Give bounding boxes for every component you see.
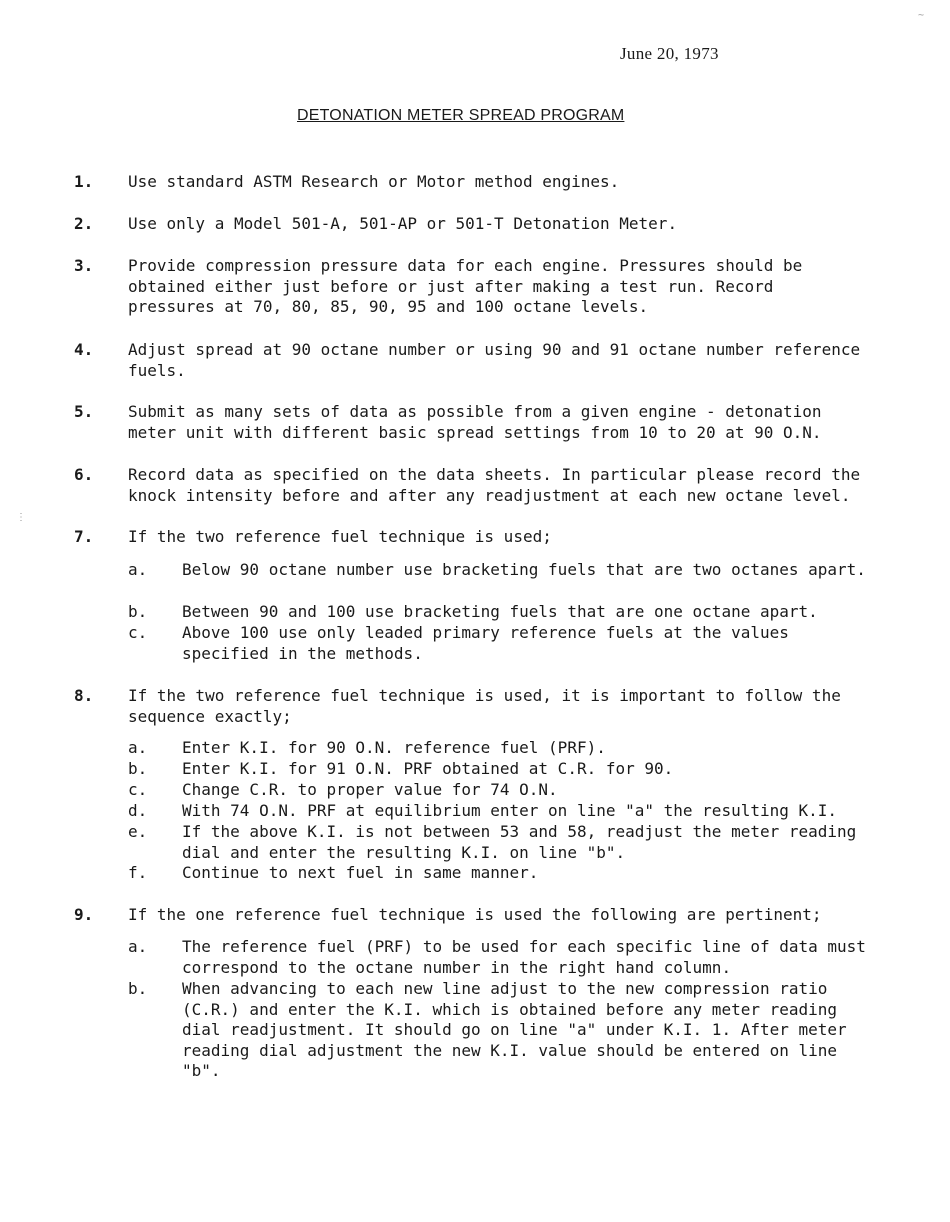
sub-item [128, 602, 868, 623]
list-item [74, 402, 864, 443]
sub-item [128, 979, 868, 1082]
sub-item-text: Above 100 use only leaded primary reference fuels at the values specified in the methods. [182, 623, 789, 663]
sub-item [128, 937, 868, 978]
list-item [74, 214, 864, 235]
sub-item [128, 801, 868, 822]
sub-item [128, 759, 868, 780]
list-item [74, 686, 864, 727]
sub-item-text: Continue to next fuel in same manner. [182, 863, 539, 882]
list-item [74, 905, 864, 926]
list-item [74, 256, 864, 318]
item-number: 2. [74, 214, 94, 233]
sub-item-letter: c. [128, 623, 148, 642]
item-number: 9. [74, 905, 94, 924]
item-text: If the two reference fuel technique is used; [128, 527, 552, 546]
sub-item-text: When advancing to each new line adjust to the new compression ratio (C.R.) and enter the K.I. which is obtained before any meter reading dial readjustment. It should go on line "a" under K.I. 1. After meter reading dial adjustment the new K.I. value should be entered on line "b". [182, 979, 847, 1080]
sub-item-text: Enter K.I. for 91 O.N. PRF obtained at C.R. for 90. [182, 759, 674, 778]
sub-item-text: The reference fuel (PRF) to be used for each specific line of data must correspond to the octane number in the right hand column. [182, 937, 866, 977]
sub-item-text: If the above K.I. is not between 53 and 58, readjust the meter reading dial and enter the resulting K.I. on line "b". [182, 822, 857, 862]
list-item [74, 527, 864, 548]
document-title: DETONATION METER SPREAD PROGRAM [297, 107, 625, 124]
sub-item-letter: c. [128, 780, 148, 799]
sub-item [128, 560, 868, 581]
sub-item [128, 738, 868, 759]
list-item [74, 465, 864, 506]
sub-item-text: Enter K.I. for 90 O.N. reference fuel (PRF). [182, 738, 606, 757]
sub-item [128, 623, 868, 664]
item-text: Use only a Model 501-A, 501-AP or 501-T Detonation Meter. [128, 214, 678, 233]
item-text: Adjust spread at 90 octane number or using 90 and 91 octane number reference fuels. [128, 340, 861, 380]
sub-item [128, 780, 868, 801]
sub-item-text: Below 90 octane number use bracketing fuels that are two octanes apart. [182, 560, 866, 579]
sub-item-letter: f. [128, 863, 148, 882]
sub-item-letter: d. [128, 801, 148, 820]
item-text: Use standard ASTM Research or Motor method engines. [128, 172, 620, 191]
sub-item-letter: b. [128, 979, 148, 998]
item-number: 8. [74, 686, 94, 705]
sub-item-letter: a. [128, 738, 148, 757]
sub-item [128, 863, 868, 884]
sub-item-letter: a. [128, 937, 148, 956]
list-item [74, 172, 864, 193]
document-date: June 20, 1973 [620, 44, 719, 63]
item-number: 7. [74, 527, 94, 546]
sub-item-letter: a. [128, 560, 148, 579]
sub-item [128, 822, 868, 863]
item-number: 4. [74, 340, 94, 359]
scan-speck: ⋮ [16, 512, 26, 523]
item-number: 3. [74, 256, 94, 275]
sub-item-text: With 74 O.N. PRF at equilibrium enter on line "a" the resulting K.I. [182, 801, 838, 820]
sub-item-letter: b. [128, 759, 148, 778]
item-number: 5. [74, 402, 94, 421]
item-text: Record data as specified on the data sheets. In particular please record the knock intensity before and after any readjustment at each new octane level. [128, 465, 861, 505]
scan-speck: ~ [918, 10, 925, 21]
item-number: 1. [74, 172, 94, 191]
item-text: Provide compression pressure data for each engine. Pressures should be obtained either just before or just after making a test run. Record pressures at 70, 80, 85, 90, 95 and 100 octane levels. [128, 256, 803, 316]
sub-item-letter: b. [128, 602, 148, 621]
item-number: 6. [74, 465, 94, 484]
item-text: If the one reference fuel technique is used the following are pertinent; [128, 905, 822, 924]
sub-item-text: Between 90 and 100 use bracketing fuels that are one octane apart. [182, 602, 818, 621]
list-item [74, 340, 864, 381]
sub-item-letter: e. [128, 822, 148, 841]
item-text: Submit as many sets of data as possible from a given engine - detonation meter unit with different basic spread settings from 10 to 20 at 90 O.N. [128, 402, 822, 442]
sub-item-text: Change C.R. to proper value for 74 O.N. [182, 780, 558, 799]
item-text: If the two reference fuel technique is used, it is important to follow the sequence exactly; [128, 686, 841, 726]
